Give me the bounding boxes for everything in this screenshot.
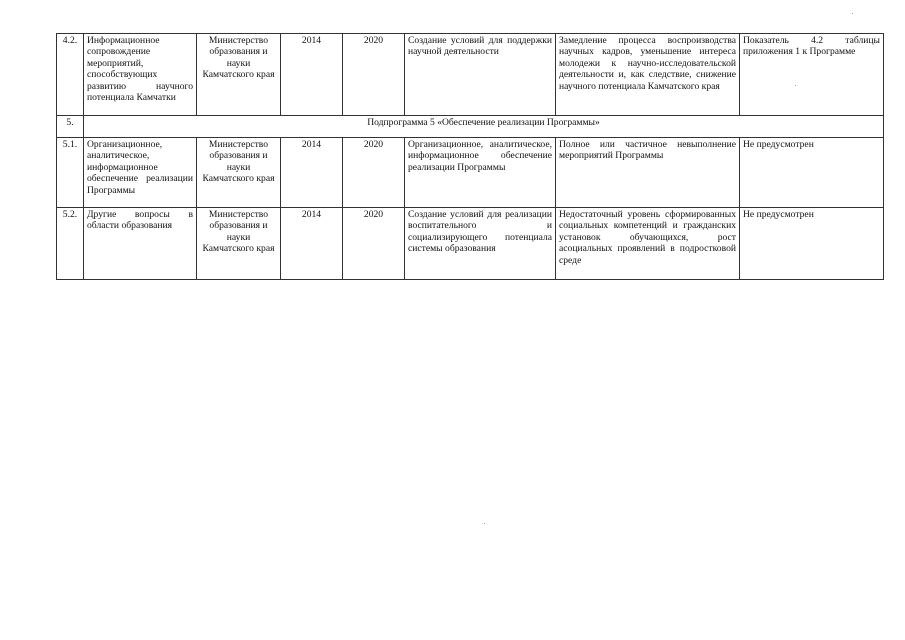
indicator-link: Показатель 4.2 таблицы приложения 1 к Программе [740,34,884,116]
row-number: 5.1. [57,138,84,208]
table-row [57,116,884,138]
expected-result: Организационное, аналитическое, информационное обеспечение реализации Программы [405,138,556,208]
executor: Министерство образования и науки Камчатского края [197,208,281,280]
non-implementation-consequences: Замедление процесса воспроизводства научных кадров, уменьшение интереса молодежи к научно-исследовательской деятельности и, как следствие, снижение научного потенциала Камчатского края [556,34,740,116]
table-row [57,208,884,280]
start-year: 2014 [281,208,343,280]
end-year: 2020 [343,34,405,116]
end-year: 2020 [343,208,405,280]
start-year: 2014 [281,138,343,208]
indicator-link: Не предусмотрен [740,208,884,280]
expected-result: Создание условий для реализации воспитательного и социализирующего потенциала системы образования [405,208,556,280]
measure-name: Организационное, аналитическое, информационное обеспечение реализации Программы [84,138,197,208]
measure-name: Информационное сопровождение мероприятий, способствующих развитию научного потенциала Камчатки [84,34,197,116]
row-number: 5.2. [57,208,84,280]
scan-speck [484,523,485,524]
row-number: 4.2. [57,34,84,116]
non-implementation-consequences: Недостаточный уровень сформированных социальных компетенций и гражданских установок обучающихся, рост асоциальных проявлений в подростковой среде [556,208,740,280]
expected-result: Создание условий для поддержки научной деятельности [405,34,556,116]
table-row [57,138,884,208]
row-number: 5. [57,116,84,138]
end-year: 2020 [343,138,405,208]
scan-speck [795,85,796,86]
measure-name: Другие вопросы в области образования [84,208,197,280]
executor: Министерство образования и науки Камчатского края [197,34,281,116]
scan-speck [852,13,853,14]
subprogram-heading: Подпрограмма 5 «Обеспечение реализации Программы» [84,116,884,138]
executor: Министерство образования и науки Камчатского края [197,138,281,208]
non-implementation-consequences: Полное или частичное невыполнение мероприятий Программы [556,138,740,208]
measures-table [56,33,884,280]
start-year: 2014 [281,34,343,116]
table-row [57,34,884,116]
indicator-link: Не предусмотрен [740,138,884,208]
